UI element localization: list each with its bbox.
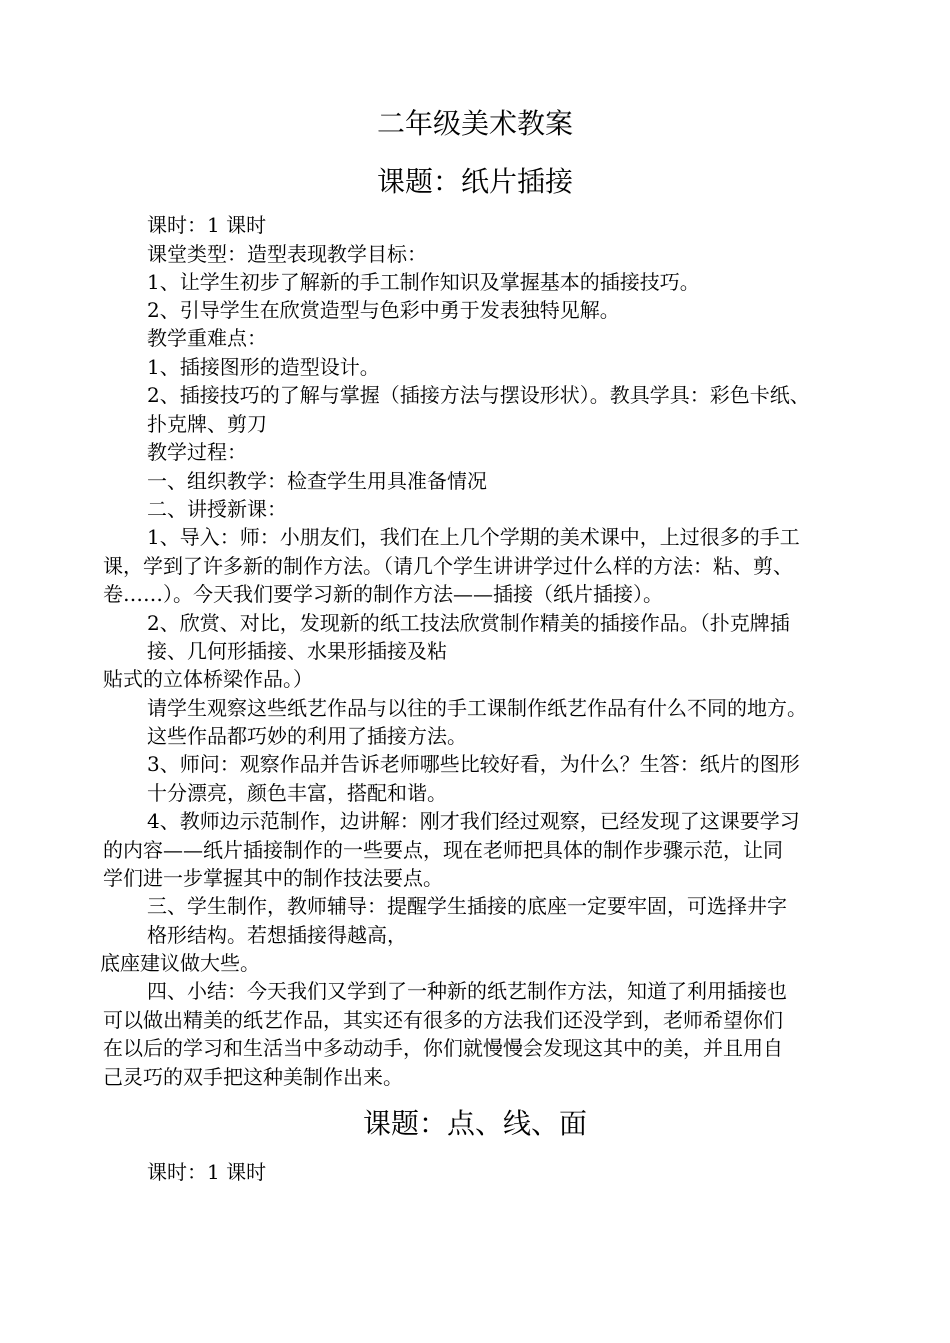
paragraph-line: 3、师问：观察作品并告诉老师哪些比较好看，为什么？生答：纸片的图形 <box>147 752 800 776</box>
paragraph-line: 2、欣赏、对比，发现新的纸工技法欣赏制作精美的插接作品。（扑克牌插 <box>147 611 790 635</box>
paragraph-line: 4、教师边示范制作，边讲解：刚才我们经过观察，已经发现了这课要学习 <box>147 809 800 833</box>
paragraph-line: 1、插接图形的造型设计。 <box>147 355 380 379</box>
paragraph-line: 己灵巧的双手把这种美制作出来。 <box>103 1065 403 1089</box>
paragraph-line: 三、学生制作，教师辅导：提醒学生插接的底座一定要牢固，可选择井字 <box>147 894 787 918</box>
paragraph-line: 课时：1 课时 <box>147 213 267 237</box>
lesson-heading: 课题：点、线、面 <box>362 1107 587 1140</box>
paragraph-line: 1、让学生初步了解新的手工制作知识及掌握基本的插接技巧。 <box>147 270 700 294</box>
paragraph-line: 学们进一步掌握其中的制作技法要点。 <box>103 866 443 890</box>
paragraph-line: 二、讲授新课： <box>147 497 287 521</box>
paragraph-line: 1、导入：师：小朋友们，我们在上几个学期的美术课中，上过很多的手工 <box>147 525 800 549</box>
paragraph-line: 格形结构。若想插接得越高， <box>147 923 407 947</box>
paragraph-line: 教学重难点： <box>147 326 267 350</box>
paragraph-line: 在以后的学习和生活当中多动动手，你们就慢慢会发现这其中的美，并且用自 <box>103 1036 783 1060</box>
paragraph-line: 课，学到了许多新的制作方法。（请几个学生讲讲学过什么样的方法：粘、剪、 <box>103 554 793 578</box>
document-title: 二年级美术教案 <box>376 107 573 140</box>
paragraph-line: 底座建议做大些。 <box>100 951 260 975</box>
paragraph-line: 一、组织教学：检查学生用具准备情况 <box>147 469 487 493</box>
paragraph-line: 课堂类型：造型表现教学目标： <box>147 242 427 266</box>
paragraph-line: 2、插接技巧的了解与掌握（插接方法与摆设形状）。教具学具：彩色卡纸、 <box>147 383 810 407</box>
paragraph-line: 接、几何形插接、水果形插接及粘 <box>147 639 447 663</box>
paragraph-line: 课时：1 课时 <box>147 1160 267 1184</box>
paragraph-line: 扑克牌、剪刀 <box>147 412 267 436</box>
paragraph-line: 这些作品都巧妙的利用了插接方法。 <box>147 724 467 748</box>
lesson-heading: 课题：纸片插接 <box>376 165 573 198</box>
paragraph-line: 教学过程： <box>147 440 247 464</box>
paragraph-line: 四、小结：今天我们又学到了一种新的纸艺制作方法，知道了利用插接也 <box>147 979 787 1003</box>
paragraph-line: 卷……）。今天我们要学习新的制作方法——插接（纸片插接）。 <box>103 582 663 606</box>
paragraph-line: 贴式的立体桥梁作品。） <box>103 667 313 691</box>
paragraph-line: 请学生观察这些纸艺作品与以往的手工课制作纸艺作品有什么不同的地方。 <box>147 696 807 720</box>
paragraph-line: 十分漂亮，颜色丰富，搭配和谐。 <box>147 781 447 805</box>
paragraph-line: 可以做出精美的纸艺作品，其实还有很多的方法我们还没学到，老师希望你们 <box>103 1008 783 1032</box>
paragraph-line: 2、引导学生在欣赏造型与色彩中勇于发表独特见解。 <box>147 298 620 322</box>
paragraph-line: 的内容——纸片插接制作的一些要点，现在老师把具体的制作步骤示范，让同 <box>103 838 783 862</box>
